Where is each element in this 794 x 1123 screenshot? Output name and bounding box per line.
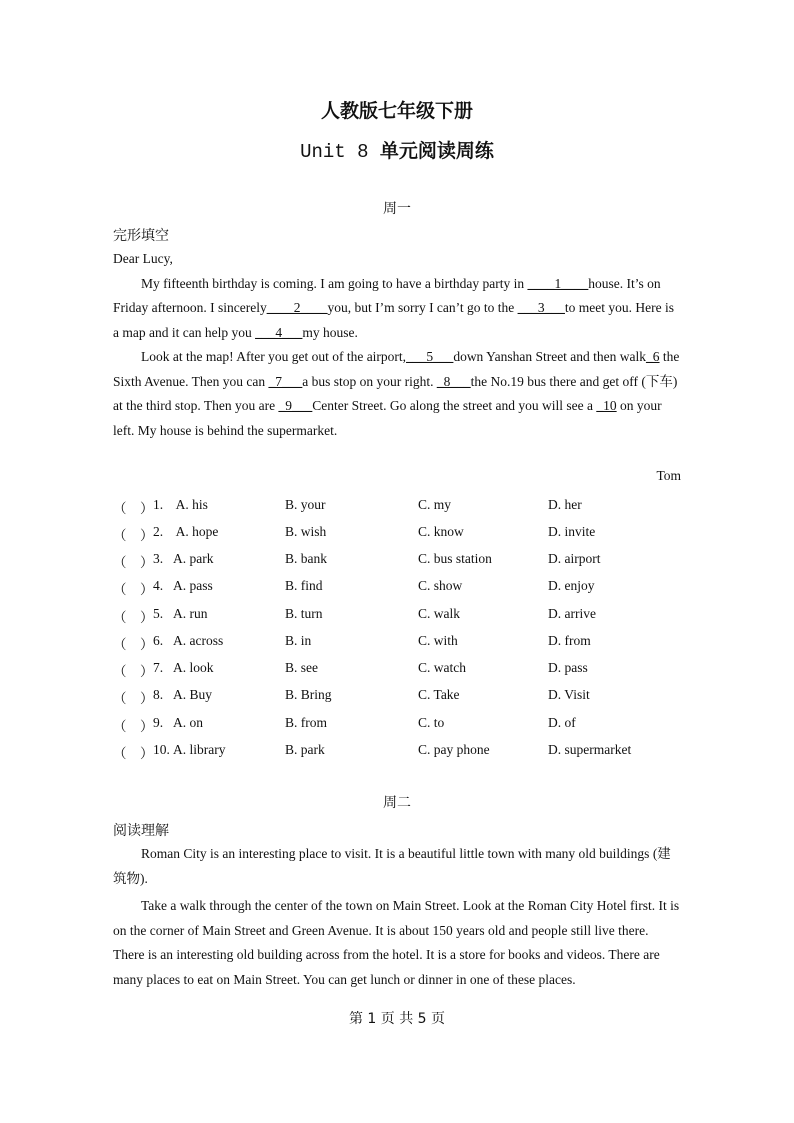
unit-title	[0, 136, 794, 163]
reading-passage	[113, 842, 683, 992]
answer-bracket[interactable]: （ ）	[113, 664, 154, 679]
answer-bracket[interactable]: （ ）	[113, 637, 154, 652]
blank-5: ___5___	[406, 349, 454, 364]
option-d: D. from	[548, 633, 591, 648]
cloze-section-label: 完形填空	[113, 228, 169, 244]
option-c: C. my	[418, 497, 452, 512]
question-row: （ ） 9. A. on B. from C. to D. of	[113, 715, 576, 734]
option-b: B. Bring	[285, 687, 332, 702]
option-b: B. in	[285, 633, 312, 648]
option-a: A. library	[173, 742, 226, 757]
document-title: 人教版七年级下册	[320, 100, 473, 122]
option-c: C. walk	[418, 606, 460, 621]
question-row: （ ） 10. A. library B. park C. pay phone D. supermarket	[113, 742, 632, 761]
blank-8: _8___	[436, 373, 471, 389]
page-footer: 第 1 页 共 5 页	[348, 1011, 446, 1027]
option-d: D. of	[548, 715, 576, 730]
option-b: B. see	[285, 660, 318, 675]
answer-bracket[interactable]: （ ）	[113, 528, 154, 543]
answer-bracket[interactable]: （ ）	[113, 691, 154, 706]
unit-title-en: Unit 8	[300, 141, 380, 163]
option-c: C. with	[418, 633, 458, 648]
option-d: D. Visit	[548, 687, 590, 702]
option-d: D. airport	[548, 551, 601, 566]
option-a: A. his	[173, 497, 208, 512]
option-b: B. wish	[285, 524, 327, 539]
unit-title-zh: 单元阅读周练	[379, 140, 494, 162]
blank-1: ____1____	[527, 275, 589, 291]
letter-paragraph-1: My fifteenth birthday is coming. I am going to have a birthday party in ____1____house. It’s on Friday afternoon. I sincerely____2____you, but I’m sorry I can’t go to the ___3___to meet you. Here is a map and it can help you ___4___my house.	[113, 275, 675, 340]
answer-bracket[interactable]: （ ）	[113, 501, 154, 516]
option-b: B. bank	[285, 551, 327, 566]
option-c: C. know	[418, 524, 464, 539]
answer-bracket[interactable]: （ ）	[113, 555, 154, 570]
blank-4: ___4___	[255, 324, 303, 340]
cloze-letter	[113, 247, 683, 443]
reading-paragraph-2: Take a walk through the center of the town on Main Street. Look at the Roman City Hotel first. It is on the corner of Main Street and Green Avenue. It is about 150 years old and people still live there. There is an interesting old building across from the hotel. It is a store for books and videos. There are many places to eat on Main Street. You can get lunch or dinner in one of these places.	[113, 898, 680, 987]
option-a: A. look	[173, 660, 214, 675]
answer-bracket[interactable]: （ ）	[113, 746, 154, 761]
option-a: A. pass	[173, 578, 213, 593]
reading-section-label: 阅读理解	[113, 823, 169, 839]
option-c: C. watch	[418, 660, 466, 675]
reading-paragraph-1: Roman City is an interesting place to visit. It is a beautiful little town with many old buildings (建筑物).	[113, 846, 671, 886]
letter-signature: Tom	[656, 468, 681, 483]
option-b: B. from	[285, 715, 327, 730]
blank-6: _6	[646, 349, 660, 364]
monday-heading: 周一	[383, 201, 411, 217]
option-a: A. on	[173, 715, 203, 730]
option-c: C. bus station	[418, 551, 492, 566]
question-row: （ ） 5. A. run B. turn C. walk D. arrive	[113, 606, 596, 625]
question-row: （ ） 1. A. his B. your C. my D. her	[113, 497, 582, 516]
option-a: A. park	[173, 551, 214, 566]
option-d: D. arrive	[548, 606, 596, 621]
question-row: （ ） 2. A. hope B. wish C. know D. invite	[113, 524, 596, 543]
question-row: （ ） 6. A. across B. in C. with D. from	[113, 633, 591, 652]
option-b: B. turn	[285, 606, 323, 621]
blank-10: _10	[596, 398, 617, 413]
option-b: B. your	[285, 497, 326, 512]
question-row: （ ） 3. A. park B. bank C. bus station D. airport	[113, 551, 601, 570]
option-b: B. find	[285, 578, 323, 593]
option-a: A. hope	[173, 524, 219, 539]
tuesday-heading: 周二	[383, 795, 411, 811]
option-a: A. run	[173, 606, 208, 621]
blank-7: _7___	[268, 373, 303, 389]
question-row: （ ） 8. A. Buy B. Bring C. Take D. Visit	[113, 687, 590, 706]
option-d: D. pass	[548, 660, 588, 675]
blank-2: ____2____	[266, 300, 328, 315]
answer-bracket[interactable]: （ ）	[113, 610, 154, 625]
question-row: （ ） 7. A. look B. see C. watch D. pass	[113, 660, 588, 679]
option-b: B. park	[285, 742, 325, 757]
option-a: A. across	[173, 633, 224, 648]
option-c: C. to	[418, 715, 445, 730]
option-c: C. Take	[418, 687, 460, 702]
blank-9: _9___	[278, 398, 313, 413]
answer-bracket[interactable]: （ ）	[113, 582, 154, 597]
answer-bracket[interactable]: （ ）	[113, 719, 154, 734]
letter-greeting: Dear Lucy,	[113, 251, 173, 266]
blank-3: ___3___	[517, 300, 565, 315]
letter-paragraph-2: Look at the map! After you get out of the airport,___5___down Yanshan Street and then walk_6 the Sixth Avenue. Then you can _7___a bus stop on your right. _8___the No.19 bus there and get off (下车) at the third stop. Then you are _9___Center Street. Go along the street and you will see a _10 on your left. My house is behind the supermarket.	[113, 349, 680, 438]
option-d: D. enjoy	[548, 578, 595, 593]
option-d: D. her	[548, 497, 582, 512]
option-d: D. supermarket	[548, 742, 632, 757]
option-d: D. invite	[548, 524, 596, 539]
option-c: C. pay phone	[418, 742, 490, 757]
question-row: （ ） 4. A. pass B. find C. show D. enjoy	[113, 578, 595, 597]
option-c: C. show	[418, 578, 463, 593]
option-a: A. Buy	[173, 687, 213, 702]
